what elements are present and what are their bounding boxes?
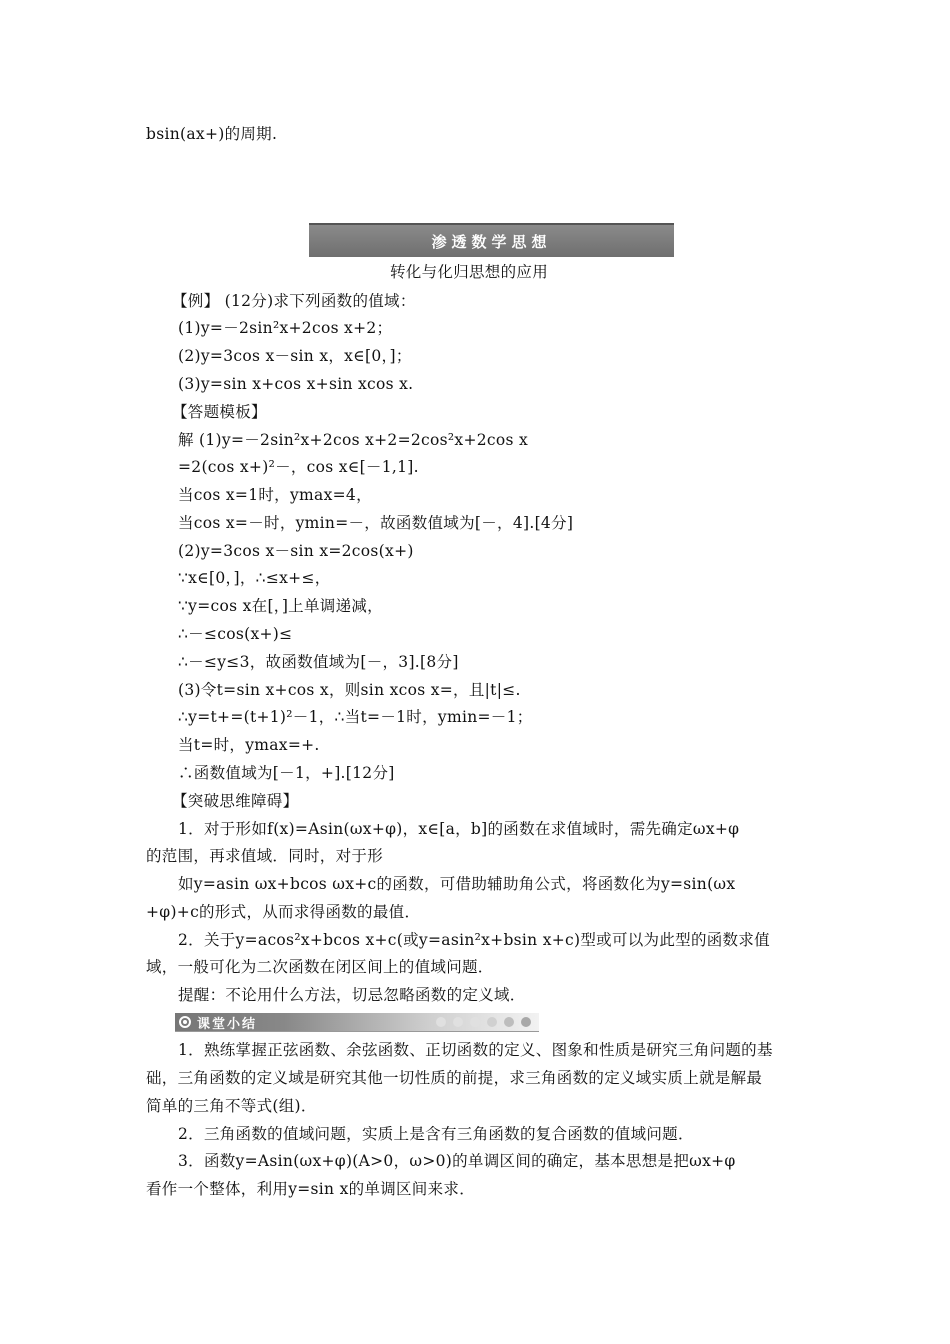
summary-line: 1．熟练掌握正弦函数、余弦函数、正切函数的定义、图象和性质是研究三角问题的基 bbox=[178, 1041, 773, 1059]
solution-line: ∵y=cos x在[，]上单调递减， bbox=[178, 597, 383, 615]
dot-icon bbox=[504, 1017, 514, 1027]
example-item-3: (3)y=sin x+cos x+sin xcos x. bbox=[178, 375, 414, 393]
top-line: bsin(ax+)的周期. bbox=[146, 125, 278, 143]
template-heading: 【答题模板】 bbox=[172, 403, 267, 421]
breakthrough-line: +φ)+c的形式，从而求得函数的最值． bbox=[146, 903, 421, 921]
solution-line: ∴－≤y≤3，故函数值域为[－，3].[8分] bbox=[178, 653, 459, 671]
solution-line: 当cos x=－时，ymin=－，故函数值域为[－，4].[4分] bbox=[178, 514, 574, 532]
section-banner: 渗透数学思想 bbox=[309, 223, 674, 257]
section-subtitle: 转化与化归思想的应用 bbox=[390, 263, 549, 281]
solution-line: ∴函数值域为[－1，+].[12分] bbox=[178, 764, 395, 782]
summary-badge bbox=[179, 1013, 257, 1031]
decorative-dots bbox=[436, 1017, 531, 1027]
example-item-2: (2)y=3cos x－sin x，x∈[0，]； bbox=[178, 347, 412, 365]
example-item-1: (1)y=－2sin²x+2cos x+2； bbox=[178, 319, 393, 337]
solution-line: ∴y=t+=(t+1)²－1，∴当t=－1时，ymin=－1； bbox=[178, 708, 533, 726]
solution-line: ∵x∈[0，]，∴≤x+≤， bbox=[178, 569, 331, 587]
example-heading: 【例】 (12分)求下列函数的值域： bbox=[172, 292, 416, 310]
summary-label: 课堂小结 bbox=[197, 1016, 258, 1032]
breakthrough-line: 2．关于y=acos²x+bcos x+c(或y=asin²x+bsin x+c)型或可以为此型的函数求值 bbox=[178, 931, 770, 949]
dot-icon bbox=[453, 1017, 463, 1027]
solution-line: 解 (1)y=－2sin²x+2cos x+2=2cos²x+2cos x bbox=[178, 431, 529, 449]
solution-line: ∴－≤cos(x+)≤ bbox=[178, 625, 293, 643]
solution-line: 当t=时，ymax=+. bbox=[178, 736, 320, 754]
summary-line: 础，三角函数的定义域是研究其他一切性质的前提，求三角函数的定义域实质上就是解最 bbox=[146, 1069, 763, 1087]
target-icon bbox=[179, 1016, 191, 1028]
dot-icon bbox=[487, 1017, 497, 1027]
summary-bar bbox=[175, 1013, 539, 1032]
solution-line: =2(cos x+)²－，cos x∈[－1,1]. bbox=[178, 458, 419, 476]
solution-line: (3)令t=sin x+cos x，则sin xcos x=，且|t|≤. bbox=[178, 681, 521, 699]
dot-icon bbox=[436, 1017, 446, 1027]
breakthrough-line: 域，一般可化为二次函数在闭区间上的值域问题． bbox=[146, 958, 494, 976]
breakthrough-line: 的范围，再求值域．同时，对于形 bbox=[146, 847, 384, 865]
solution-line: 当cos x=1时，ymax=4， bbox=[178, 486, 372, 504]
summary-line: 2．三角函数的值域问题，实质上是含有三角函数的复合函数的值域问题． bbox=[178, 1125, 694, 1143]
dot-icon bbox=[521, 1017, 531, 1027]
breakthrough-line: 1．对于形如f(x)=Asin(ωx+φ)，x∈[a，b]的函数在求值域时，需先确定ωx+φ bbox=[178, 820, 740, 838]
breakthrough-heading: 【突破思维障碍】 bbox=[172, 792, 299, 810]
summary-line: 简单的三角不等式(组)． bbox=[146, 1097, 317, 1115]
breakthrough-line: 如y=asin ωx+bcos ωx+c的函数，可借助辅助角公式，将函数化为y=sin(ωx bbox=[178, 875, 736, 893]
breakthrough-line: 提醒：不论用什么方法，切忌忽略函数的定义域． bbox=[178, 986, 526, 1004]
summary-line: 3．函数y=Asin(ωx+φ)(A>0，ω>0)的单调区间的确定，基本思想是把ωx+φ bbox=[178, 1152, 736, 1170]
dot-icon bbox=[470, 1017, 480, 1027]
summary-line: 看作一个整体，利用y=sin x的单调区间来求． bbox=[146, 1180, 476, 1198]
solution-line: (2)y=3cos x－sin x=2cos(x+) bbox=[178, 542, 414, 560]
